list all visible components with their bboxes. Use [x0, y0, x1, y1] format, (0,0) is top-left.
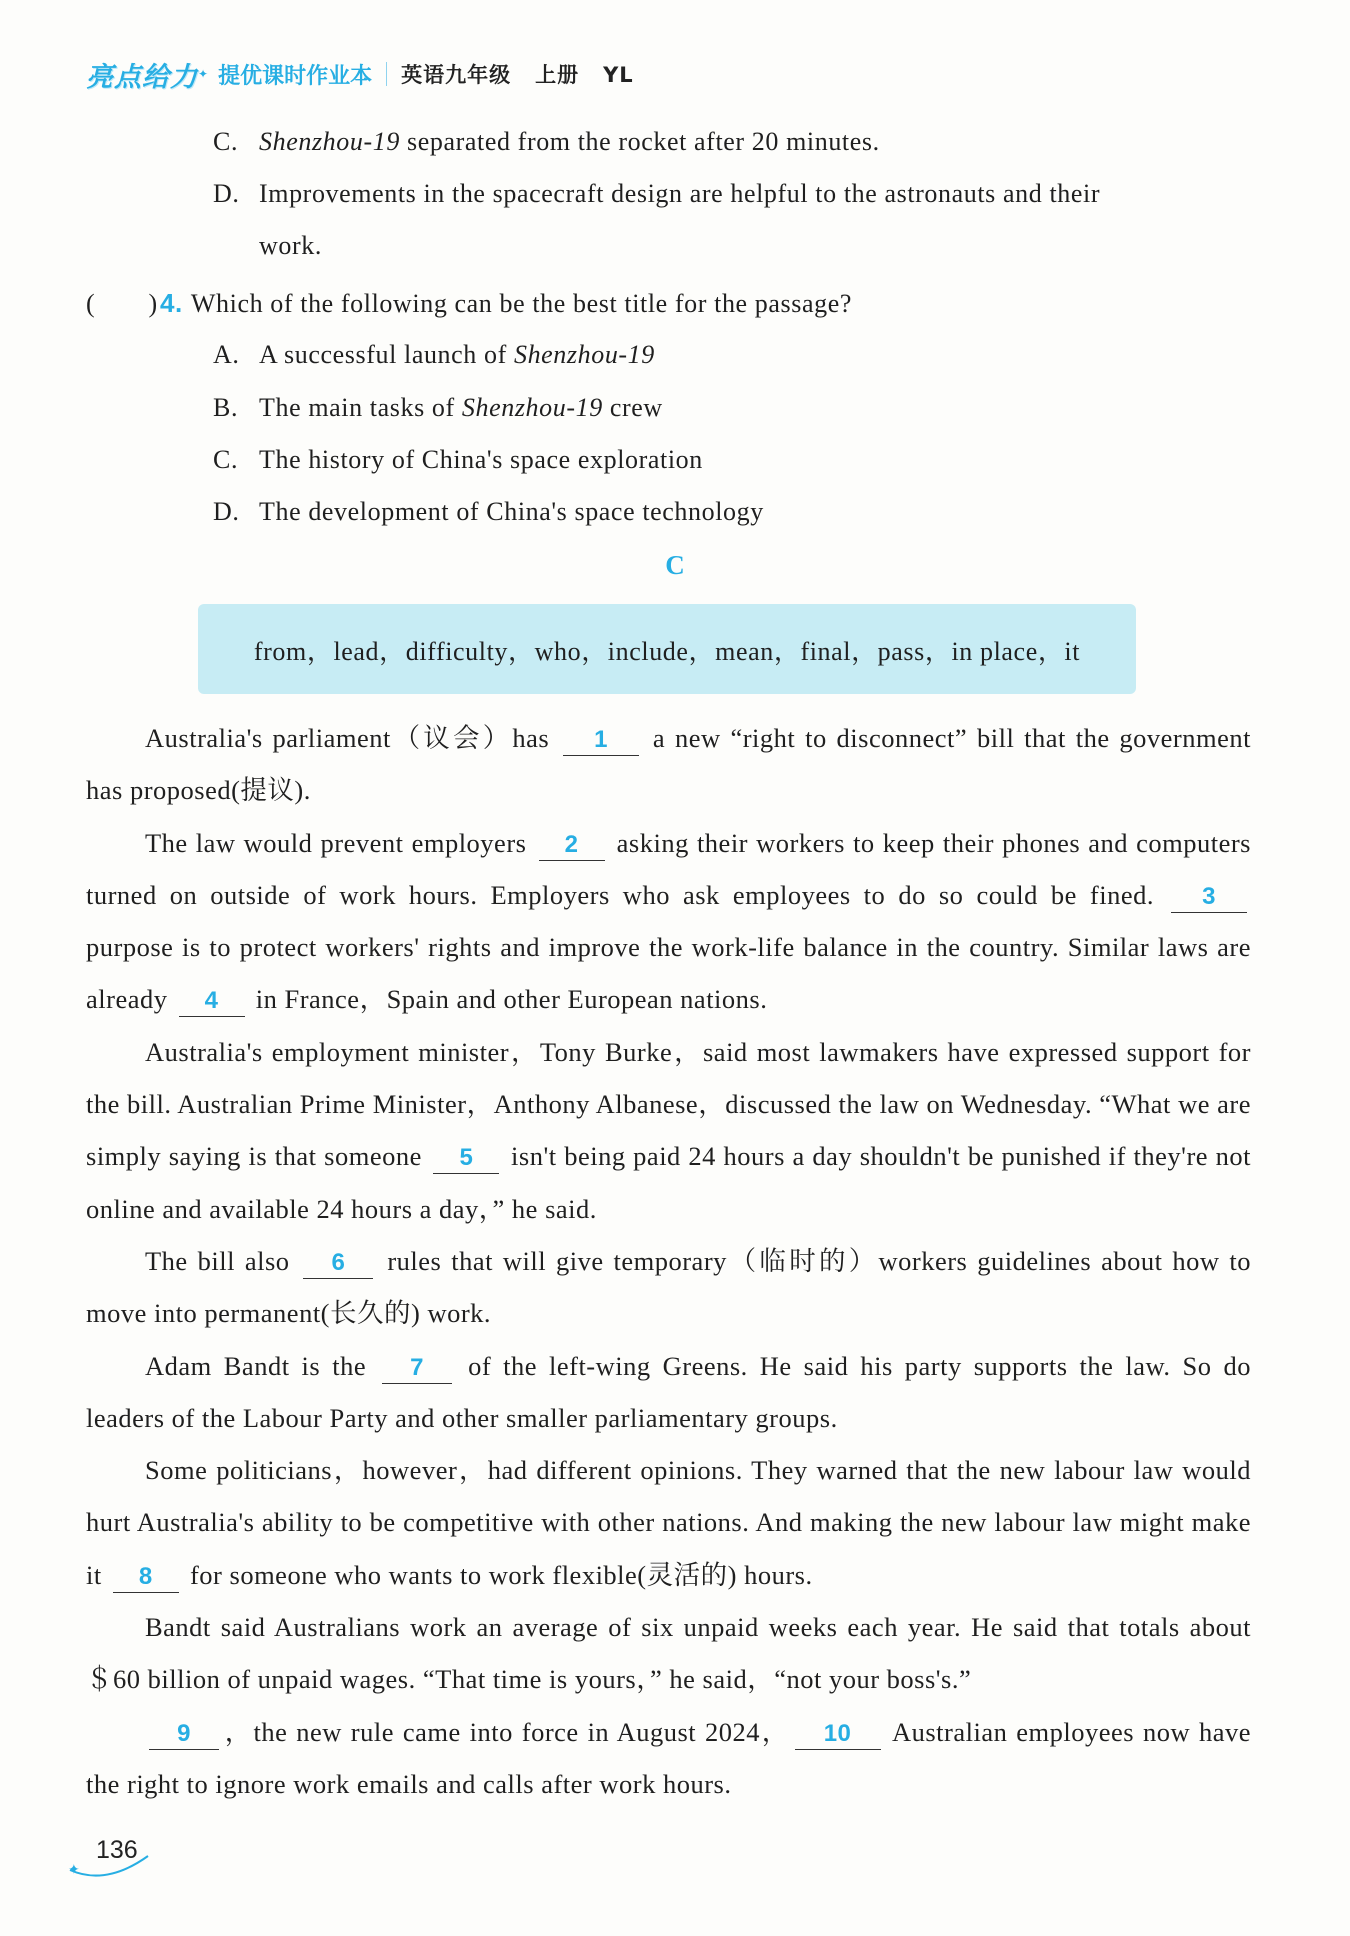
blank-8[interactable]: 8	[113, 1562, 179, 1593]
svg-text:✦: ✦	[68, 1863, 80, 1878]
volume: 上册	[535, 63, 580, 87]
book-info	[401, 59, 634, 89]
q3-option-c: C. Shenzhou-19 separated from the rocket after 20 minutes.	[213, 127, 880, 156]
cloze-passage	[86, 712, 1251, 1810]
paragraph: 9 ，the new rule came into force in August 2024， 10 Australian employees now have the right to ignore work emails and calls after work hours.	[86, 1716, 1251, 1799]
blank-7[interactable]: 7	[382, 1353, 452, 1384]
subject: 英语九年级	[401, 63, 512, 87]
q4-option-c: C. The history of China's space exploration	[213, 445, 703, 474]
paragraph: Adam Bandt is the 7 of the left-wing Greens. He said his party supports the law. So do leaders of the Labour Party and other smaller parliamentary groups.	[86, 1350, 1251, 1433]
word-bank: from，lead，difficulty，who，include，mean，final，pass，in place，it	[198, 604, 1136, 694]
q4-option-a: A. A successful launch of Shenzhou-19	[213, 340, 655, 369]
q3-option-d: D. Improvements in the spacecraft design are helpful to the astronauts and their work.	[213, 179, 1101, 260]
section-label: C	[665, 550, 685, 580]
q4-option-b: B. The main tasks of Shenzhou-19 crew	[213, 393, 663, 422]
blank-2[interactable]: 2	[539, 830, 605, 861]
question-4	[86, 287, 852, 320]
blank-4[interactable]: 4	[179, 986, 245, 1017]
blank-5[interactable]: 5	[433, 1143, 499, 1174]
paragraph: Bandt said Australians work an average of six unpaid weeks each year. He said that totals about ＄60 billion of unpaid wages. “That time is yours，” he said，“not your boss's.”	[86, 1612, 1251, 1695]
blank-3[interactable]: 3	[1171, 882, 1247, 913]
edition: YL	[603, 63, 634, 87]
blank-9[interactable]: 9	[149, 1719, 219, 1750]
header-divider	[386, 62, 387, 86]
paragraph: Australia's parliament（议会）has 1 a new “right to disconnect” bill that the government has proposed(提议).	[86, 723, 1251, 806]
question-number: 4.	[160, 288, 183, 318]
series-title: 提优课时作业本	[218, 63, 373, 89]
brand-logo: 亮点给力	[86, 61, 198, 93]
paragraph: The law would prevent employers 2 asking their workers to keep their phones and computers turned on outside of work hours. Employers who ask employees to do so could be fined. 3 purpose is to protect workers' rights and improve the work-life balance in the country. Similar laws are already 4 in France，Spain and other European nations.	[86, 817, 1251, 1026]
paragraph: Australia's employment minister，Tony Burke，said most lawmakers have expressed support for the bill. Australian Prime Minister，Anthony Albanese，discussed the law on Wednesday. “What we are simply saying is that someone 5 isn't being paid 24 hours a day shouldn't be punished if they're not online and available 24 hours a day，” he said.	[86, 1036, 1251, 1224]
page-header	[86, 54, 634, 94]
q4-option-d: D. The development of China's space technology	[213, 497, 764, 526]
blank-1[interactable]: 1	[563, 725, 639, 756]
star-icon: ✦	[198, 67, 209, 81]
blank-10[interactable]: 10	[795, 1719, 881, 1750]
page-number: 136	[96, 1836, 138, 1864]
paragraph: The bill also 6 rules that will give temporary（临时的）workers guidelines about how to move into permanent(长久的) work.	[86, 1245, 1251, 1329]
paragraph: Some politicians，however，had different opinions. They warned that the new labour law would hurt Australia's ability to be competitive with other nations. And making the new labour law might make it 8 for someone who wants to work flexible(灵活的) hours.	[86, 1444, 1251, 1601]
question-stem: Which of the following can be the best title for the passage?	[190, 289, 852, 318]
blank-6[interactable]: 6	[303, 1248, 373, 1279]
answer-paren[interactable]: ( )	[86, 289, 158, 318]
